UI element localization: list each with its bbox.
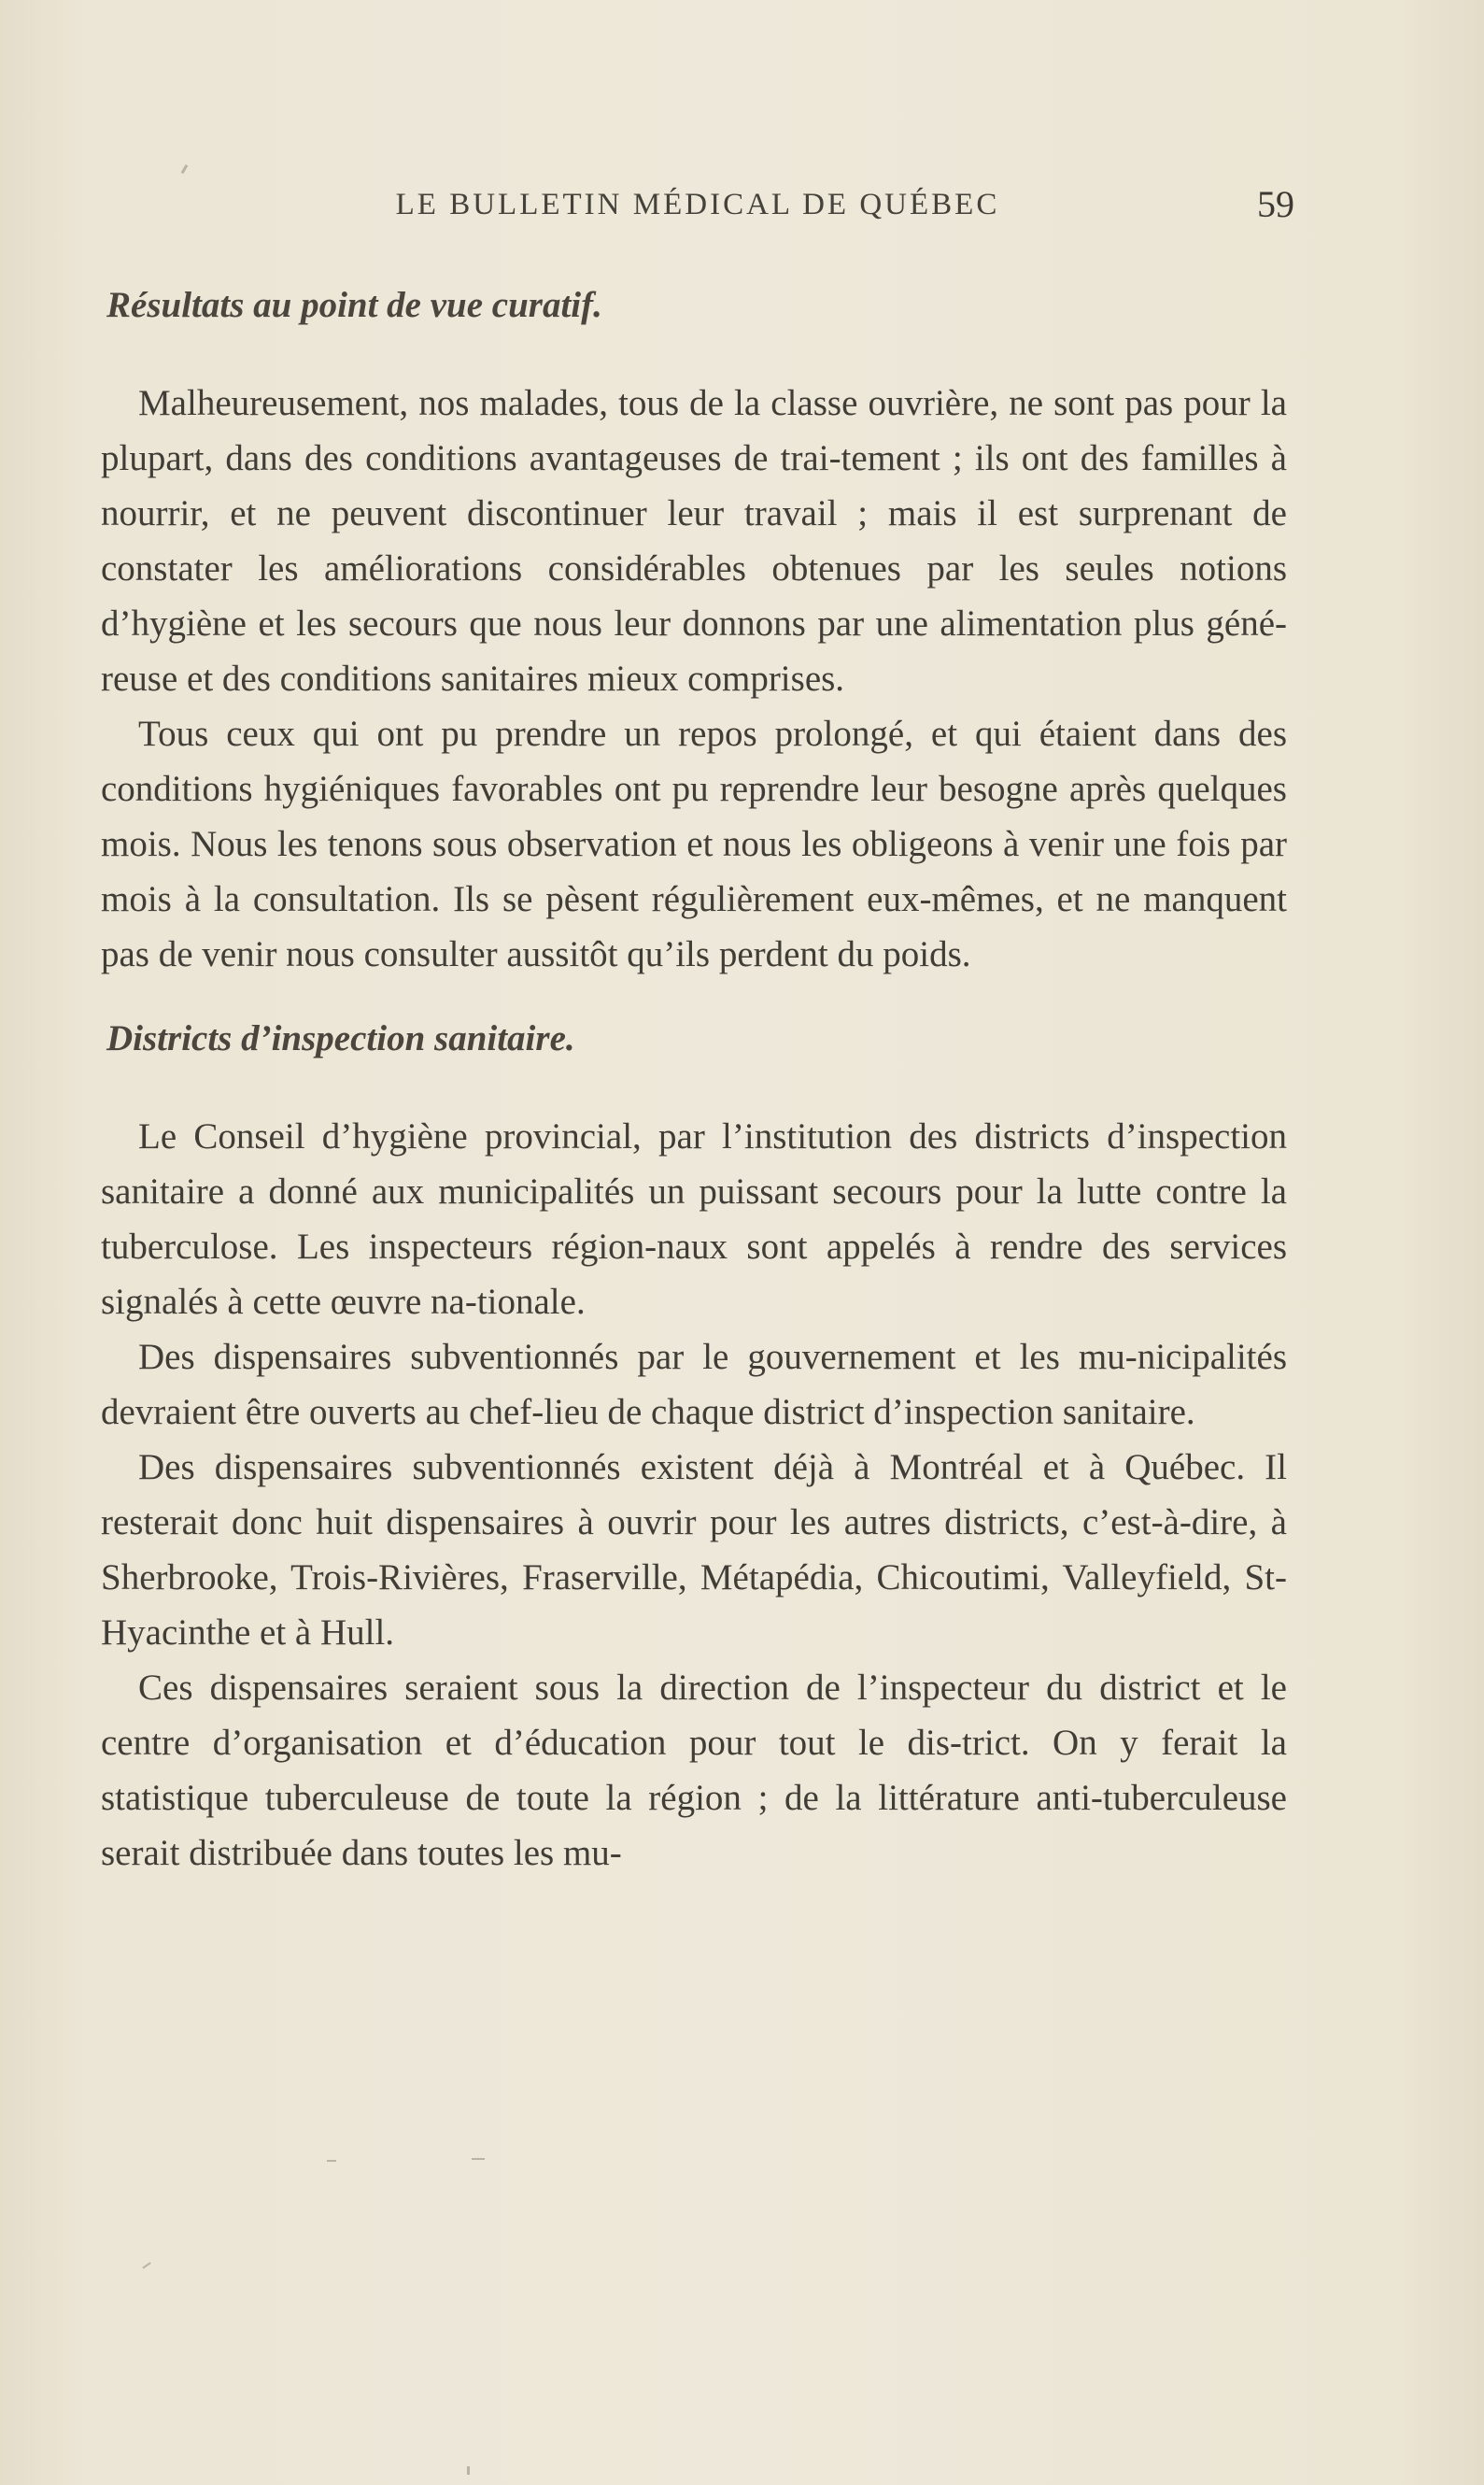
paragraph: Des dispensaires subventionnés existent déjà à Montréal et à Québec. Il resterait donc huit dispensaires à ouvrir pour les autres districts, c’est-à-dire, à Sherbrooke, Trois-Rivières, Fraserville, Métapédia, Chicoutimi, Valleyfield, St-Hyacinthe et à Hull. xyxy=(101,1447,1287,1653)
running-head xyxy=(101,183,1294,226)
scan-speck xyxy=(142,2262,150,2268)
section-heading-curative-results: Résultats au point de vue curatif. xyxy=(106,285,602,325)
paragraph: Des dispensaires subventionnés par le gouvernement et les mu-nicipalités devraient être ouverts au chef-lieu de chaque district d’inspection sanitaire. xyxy=(101,1337,1287,1432)
scan-speck xyxy=(181,164,189,174)
section-heading-sanitary-districts: Districts d’inspection sanitaire. xyxy=(106,1018,575,1058)
running-title: LE BULLETIN MÉDICAL DE QUÉBEC xyxy=(395,188,1000,221)
paragraph: Le Conseil d’hygiène provincial, par l’institution des districts d’inspection sanitaire a donné aux municipalités un puissant secours pour la lutte contre la tuberculose. Les inspecteurs région-naux sont appelés à rendre des services signalés à cette œuvre na-tionale. xyxy=(101,1116,1287,1322)
scan-speck xyxy=(327,2160,336,2162)
paragraph: Ces dispensaires seraient sous la direction de l’inspecteur du district et le centre d’organisation et d’éducation pour tout le dis-trict. On y ferait la statistique tuberculeuse de toute la région ; de la littérature anti-tuberculeuse serait distribuée dans toutes les mu- xyxy=(101,1668,1287,1873)
body-text xyxy=(101,278,1287,1881)
paragraph: Tous ceux qui ont pu prendre un repos prolongé, et qui étaient dans des conditions hygiéniques favorables ont pu reprendre leur besogne après quelques mois. Nous les tenons sous observation et nous les obligeons à venir une fois par mois à la consultation. Ils se pèsent régulièrement eux-mêmes, et ne manquent pas de venir nous consulter aussitôt qu’ils perdent du poids. xyxy=(101,714,1287,974)
paragraph: Malheureusement, nos malades, tous de la classe ouvrière, ne sont pas pour la plupart, dans des conditions avantageuses de trai-tement ; ils ont des familles à nourrir, et ne peuvent discontinuer leur travail ; mais il est surprenant de constater les améliorations considérables obtenues par les seules notions d’hygiène et les secours que nous leur donnons par une alimentation plus géné-reuse et des conditions sanitaires mieux comprises. xyxy=(101,383,1287,699)
scan-speck xyxy=(467,2466,470,2475)
page-number: 59 xyxy=(1257,183,1294,225)
scan-speck xyxy=(472,2158,485,2160)
